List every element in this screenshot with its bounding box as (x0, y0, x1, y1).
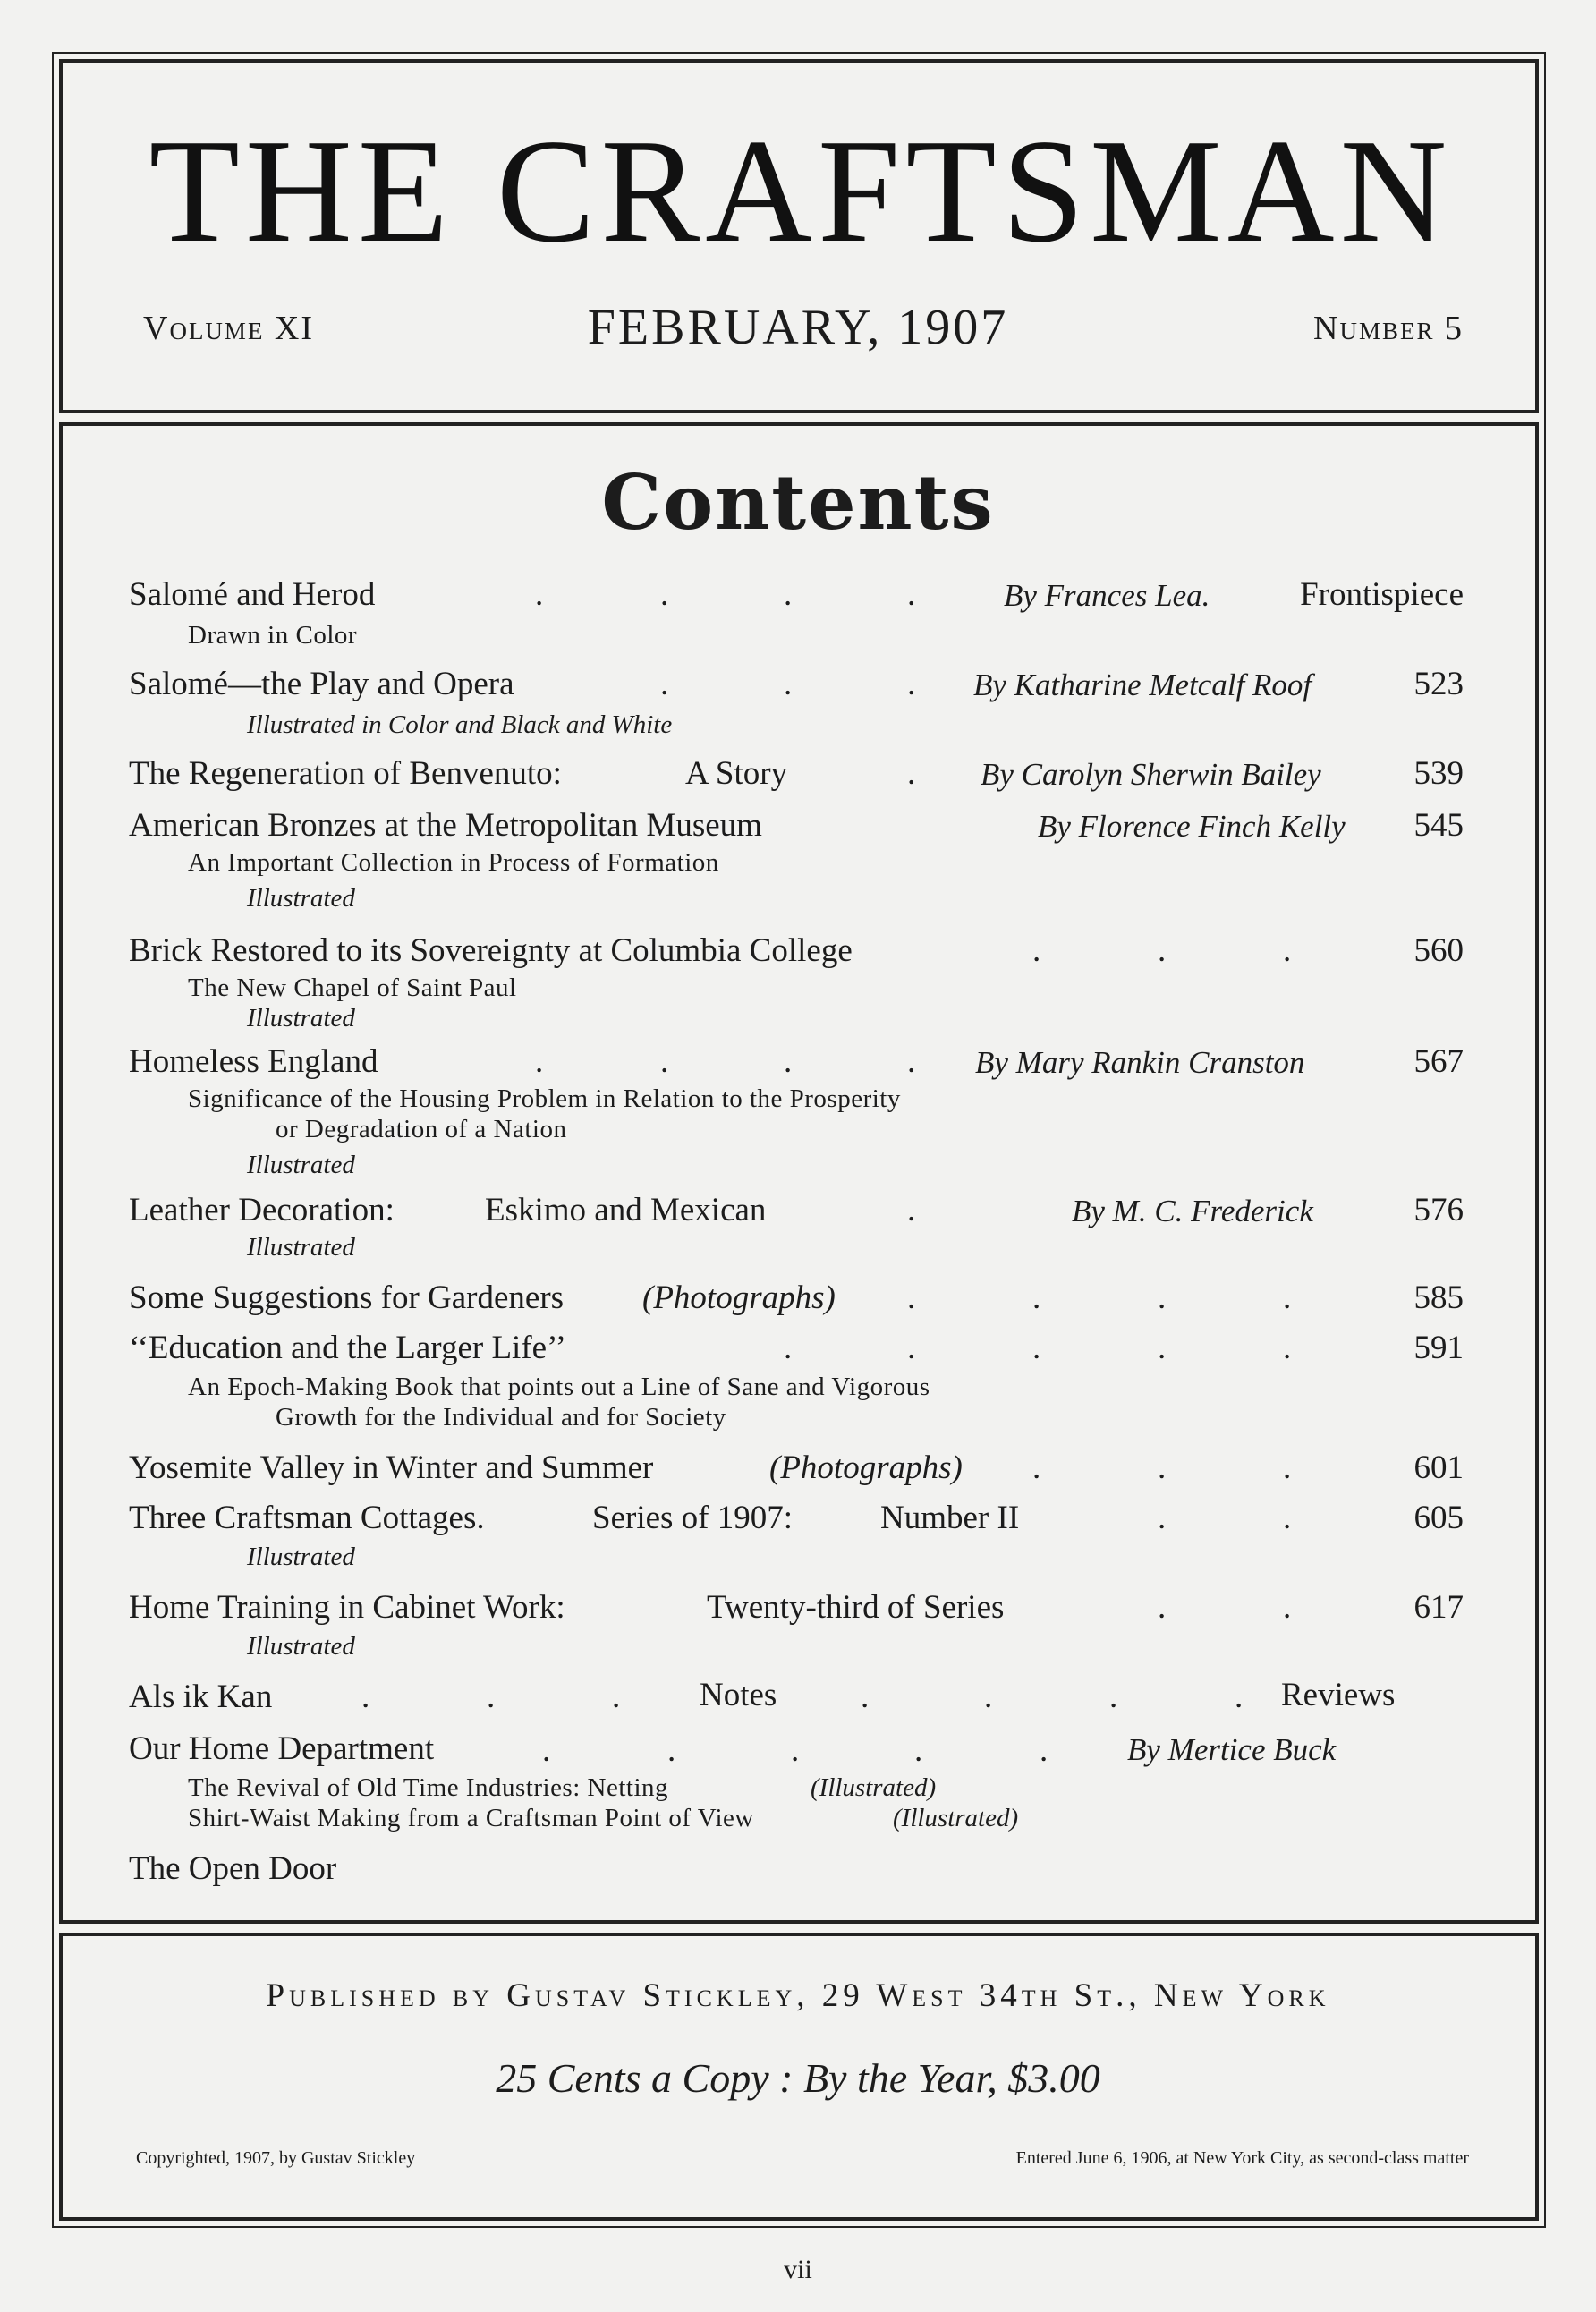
entry-title[interactable]: Als ik Kan (129, 1679, 273, 1715)
entry-page: 601 (1413, 1449, 1464, 1486)
entry-title[interactable]: Salomé and Herod (129, 576, 376, 613)
leader-dot: . (361, 1679, 370, 1715)
leader-dot: . (1109, 1679, 1118, 1715)
entry-page: 605 (1413, 1500, 1464, 1536)
entry-subtitle: Drawn in Color (188, 621, 358, 650)
leader-dot: . (612, 1679, 621, 1715)
entry-illustrated: Illustrated (247, 1233, 355, 1262)
leader-dot: . (660, 576, 669, 613)
entry-subtitle: The Revival of Old Time Industries: Netting (188, 1773, 669, 1802)
entry-title[interactable]: Some Suggestions for Gardeners (129, 1279, 565, 1316)
publisher-line: Published by Gustav Stickley, 29 West 34th St., New York (266, 1977, 1330, 2014)
leader-dot: . (784, 576, 793, 613)
leader-dot: . (907, 1192, 916, 1228)
leader-dot: . (784, 1043, 793, 1080)
entry-page: 560 (1413, 932, 1464, 969)
leader-dot: . (1032, 1330, 1041, 1366)
leader-dot: . (542, 1732, 551, 1769)
leader-dot: . (1158, 1449, 1167, 1486)
entry-author: By Katharine Metcalf Roof (973, 667, 1312, 702)
leader-dot: . (1158, 1589, 1167, 1626)
leader-dot: . (791, 1732, 800, 1769)
entry-subtitle: Significance of the Housing Problem in Relation to the Prosperity (188, 1084, 901, 1113)
leader-dot: . (1032, 1449, 1041, 1486)
leader-dot: . (1283, 1589, 1292, 1626)
leader-dot: . (1158, 1279, 1167, 1316)
leader-dot: . (1032, 1279, 1041, 1316)
entry-title-part: A Story (685, 755, 788, 792)
price-line: 25 Cents a Copy : By the Year, $3.00 (496, 2055, 1100, 2101)
leader-dot: . (907, 755, 916, 792)
entry-subtitle: Shirt-Waist Making from a Craftsman Point of View (188, 1804, 754, 1832)
entry-page: 539 (1413, 755, 1464, 792)
entry-page: 591 (1413, 1330, 1464, 1366)
leader-dot: . (914, 1732, 923, 1769)
leader-dot: . (907, 1279, 916, 1316)
leader-dot: . (907, 1330, 916, 1366)
leader-dot: . (1283, 1449, 1292, 1486)
entry-author: By Mertice Buck (1127, 1732, 1337, 1767)
entry-illustrated: Illustrated (247, 1151, 355, 1179)
entry-title-part: Series of 1907: (592, 1500, 794, 1536)
entry-author: By Frances Lea. (1004, 578, 1210, 613)
entry-note: Entered June 6, 1906, at New York City, as second-class matter (1015, 2148, 1469, 2168)
entry-subtitle: An Important Collection in Process of Formation (188, 848, 719, 877)
entry-author: By Florence Finch Kelly (1038, 809, 1346, 844)
entry-title[interactable]: Homeless England (129, 1043, 378, 1080)
leader-dot: . (784, 1330, 793, 1366)
leader-dot: . (861, 1679, 870, 1715)
leader-dot: . (907, 576, 916, 613)
volume-label: Volume XI (143, 310, 315, 347)
entry-illustrated: Illustrated (247, 1004, 355, 1033)
leader-dot: . (1158, 1500, 1167, 1536)
leader-dot: . (1032, 932, 1041, 969)
contents-heading: Contents (601, 458, 995, 547)
entry-page: 617 (1413, 1589, 1464, 1626)
entry-page: Frontispiece (1300, 576, 1464, 613)
entry-title-part[interactable]: Reviews (1281, 1677, 1396, 1713)
entry-title-part: Twenty-third of Series (707, 1589, 1005, 1626)
entry-page: 545 (1413, 807, 1464, 844)
leader-dot: . (1283, 932, 1292, 969)
leader-dot: . (1158, 932, 1167, 969)
entry-page: 585 (1413, 1279, 1464, 1316)
page-folio: vii (784, 2255, 812, 2284)
leader-dot: . (1283, 1500, 1292, 1536)
entry-subtitle: Illustrated in Color and Black and White (247, 710, 673, 739)
entry-subtitle: The New Chapel of Saint Paul (188, 973, 517, 1002)
entry-title[interactable]: Our Home Department (129, 1730, 435, 1767)
entry-title[interactable]: The Open Door (129, 1850, 337, 1887)
leader-dot: . (1040, 1732, 1048, 1769)
leader-dot: . (784, 666, 793, 702)
issue-number: Number 5 (1313, 310, 1464, 347)
entry-title-part[interactable]: Notes (700, 1677, 777, 1713)
masthead-title: THE CRAFTSMAN (149, 108, 1453, 273)
leader-dot: . (1158, 1330, 1167, 1366)
entry-title-note: (Photographs) (769, 1449, 963, 1486)
issue-date: FEBRUARY, 1907 (587, 300, 1009, 355)
entry-title[interactable]: American Bronzes at the Metropolitan Museum (129, 807, 762, 844)
entry-title[interactable]: Salomé—the Play and Opera (129, 666, 514, 702)
entry-illustrated: Illustrated (247, 1543, 355, 1571)
entry-subtitle: An Epoch-Making Book that points out a Line of Sane and Vigorous (188, 1373, 930, 1401)
entry-illustrated: Illustrated (247, 884, 355, 913)
entry-title[interactable]: Yosemite Valley in Winter and Summer (129, 1449, 654, 1486)
entry-subtitle-note: (Illustrated) (893, 1804, 1019, 1832)
leader-dot: . (660, 1043, 669, 1080)
entry-title[interactable]: Leather Decoration: (129, 1192, 395, 1228)
entry-author: By Carolyn Sherwin Bailey (981, 757, 1321, 792)
entry-subtitle: Growth for the Individual and for Society (276, 1403, 726, 1432)
leader-dot: . (1283, 1330, 1292, 1366)
entry-title[interactable]: The Regeneration of Benvenuto: (129, 755, 562, 792)
entry-title[interactable]: Home Training in Cabinet Work: (129, 1589, 565, 1626)
leader-dot: . (1235, 1679, 1244, 1715)
entry-title-part: Number II (880, 1500, 1020, 1536)
entry-title-note: (Photographs) (642, 1279, 836, 1316)
leader-dot: . (535, 1043, 544, 1080)
leader-dot: . (535, 576, 544, 613)
entry-title[interactable]: ‘‘Education and the Larger Life’’ (129, 1330, 566, 1366)
entry-page: 567 (1413, 1043, 1464, 1080)
leader-dot: . (907, 666, 916, 702)
leader-dot: . (907, 1043, 916, 1080)
leader-dot: . (487, 1679, 496, 1715)
entry-subtitle-note: (Illustrated) (811, 1773, 937, 1802)
entry-title[interactable]: Brick Restored to its Sovereignty at Columbia College (129, 932, 853, 969)
entry-author: By Mary Rankin Cranston (975, 1045, 1305, 1080)
entry-page: 523 (1413, 666, 1464, 702)
entry-title[interactable]: Three Craftsman Cottages. (129, 1500, 485, 1536)
entry-subtitle: or Degradation of a Nation (276, 1115, 567, 1143)
entry-illustrated: Illustrated (247, 1632, 355, 1661)
entry-title-part: Eskimo and Mexican (485, 1192, 767, 1228)
leader-dot: . (1283, 1279, 1292, 1316)
copyright-note: Copyrighted, 1907, by Gustav Stickley (136, 2148, 416, 2168)
leader-dot: . (660, 666, 669, 702)
entry-author: By M. C. Frederick (1072, 1194, 1313, 1228)
leader-dot: . (667, 1732, 676, 1769)
entry-page: 576 (1413, 1192, 1464, 1228)
leader-dot: . (984, 1679, 993, 1715)
